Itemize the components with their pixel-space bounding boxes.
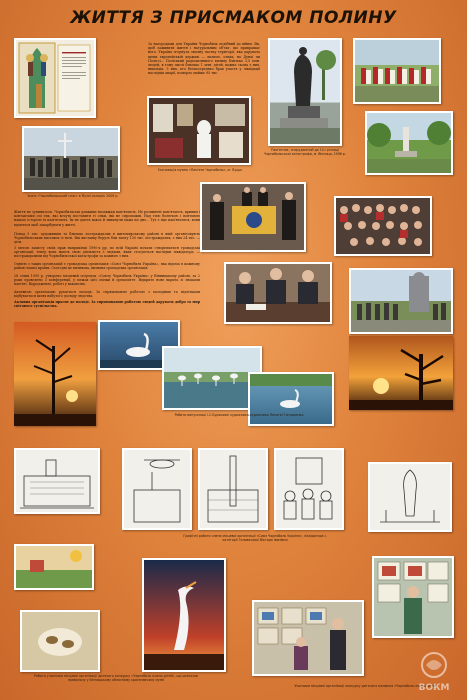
photo-memorial-gathering (349, 268, 453, 334)
drawing-1 (14, 448, 100, 514)
paragraph-top-right: За нагородами для України Чорнобиль подібний до війни. Як, щоб заживити життя і натуральним об'єкт, що прикрашає його. Україна згорнула значну частку території, яка дарувала щепи європейській державі — назвою, ознак, на Дунаї чи Поліссі... Поліський радіоактивного впливу близько 3,5 млн. людей, в тому числі близько 1 млн. дітей, кожна сьома з них, інвалідів. З них, хто безпосередньо брав участь у ліквідації наслідків аварії, померло майже 95 тис. (148, 42, 260, 76)
drawing-3 (198, 448, 268, 530)
photo-meeting (224, 262, 332, 324)
logo-watermark (412, 650, 456, 693)
paragraph-middle-2: Понад 5 тис. художників та близько постраждалих в житомирському районі в якій організовують Чорнобильських виставок із ночі. Які виставку беруть бли змогу 130 тис. постраждалих, з них 24 тис. — діти. (14, 232, 200, 245)
storks-illustration (164, 348, 260, 408)
logo-text: ВОКМ (418, 683, 450, 693)
photo-museum-exhibit (147, 96, 251, 165)
paragraph-middle-3: З метою захисту своїх прав наприкінці 1990-х рр. по всій Україні почали створюватися громадські організації, тепер вона мають свою діяльність з людьми, яких стосуються наслідки ліквідатора, — постраждалими від Чорнобильської катастрофи за кожною з них. (14, 246, 200, 259)
child-painting-2 (20, 610, 100, 672)
exhibition-caption: Учасники місцевої організації конкурсу дитячого малюнка «Чорнобиль очима дітей» (294, 684, 438, 688)
child-painting-birds (22, 612, 98, 670)
sunset-tree-silhouette (349, 336, 453, 410)
park-illustration (367, 113, 451, 173)
drawing-4 (274, 448, 344, 530)
poster-title: ЖИТТЯ З ПРИСМАКОМ ПОЛИНУ (70, 8, 397, 28)
sketch-chimney (200, 450, 266, 528)
sketch-helicopter (124, 450, 190, 528)
sketch-workers (276, 450, 342, 528)
sketch-reactor (16, 450, 98, 512)
photo-crowd (334, 196, 432, 256)
paintings-caption: Роботи випускниці І.С.Бурякової художника-художника Пелагеї Гончаренко (174, 413, 304, 417)
exhibition-room-illustration (374, 558, 452, 636)
exhibition-illustration (254, 602, 362, 674)
monument-illustration (270, 40, 340, 144)
exhibit-caption: Експозиція музею «Пам'яти Чорнобиль», м. Луцьк (157, 168, 243, 172)
photo-banner-group (200, 182, 306, 252)
sketch-monument (370, 464, 450, 530)
meeting-illustration (226, 264, 330, 322)
logo-swirl-icon (412, 650, 456, 680)
photo-exhibition-1 (252, 600, 364, 676)
paragraph-middle-4: Однією з таких організацій є громадська організація «Союз Чорнобиль Україна», яка відома в кожному районі нашої країни. Сьогодні це впливова, визнана громадська організація. (14, 262, 200, 271)
photo-sunset-tree-right (349, 336, 453, 410)
photo-monument (268, 38, 342, 146)
child-painting-1 (14, 544, 94, 590)
photo-exhibition-2 (372, 556, 454, 638)
photo-sunset-tree-left (14, 322, 96, 426)
children-caption: Роботи учасників місцевої організації дитячого конкурсу «Чорнобиль очима дітей», що розпочав правильну у Вінницькому обласному краєзнавчому музеї (34, 674, 198, 682)
gathering-illustration (351, 270, 451, 332)
child-painting-landscape (16, 546, 92, 588)
paragraph-middle-5: 28 січня 1995 р. утворено місцевий осередок «Союзу Чорнобиль Україна» у Вінницькому районі, за 2 роки проведено 3 конференції, у межах цієї спілки й оргкомітет. Відкрито нове вкрита зі знаками пам'яті. Відродженні, роботі у вакансіях. (14, 274, 200, 287)
drawing-5 (368, 462, 452, 532)
monument-caption: Пам'ятник, споруджений до 10-ї річниці Чорнобильської катастрофи, м. Вінниця, 1996 р. (264, 148, 346, 156)
dance-illustration (355, 40, 439, 102)
photo-dance-group (353, 38, 441, 104)
photo-procession (22, 126, 120, 192)
photo-icon-spas (14, 38, 96, 118)
icon-caption: Ікона «Чорнобильський спас» в Музеї-ньюсрік 2006 р. (27, 194, 119, 198)
icon-painting-illustration (16, 40, 94, 116)
photo-storks-marsh (162, 346, 262, 410)
paragraph-middle-1: Життя не зупинилось. Чорнобильські довжини назавжди пам'ятають. Не розпинені пам'ятають, кривим і контактами очі тих, які хочуть поставити ті очки, які не спроможні. Над тією болючою і понтовою нашою історією їх пам'ятають. Їм не дають вакса й зникнули мама на дно... Тут є іще пам'ятатися, вони вдаються щоб закарбувати у житті. (14, 210, 200, 227)
banner-illustration (202, 184, 304, 250)
museum-illustration (149, 98, 249, 163)
drawing-2 (122, 448, 192, 530)
tree-silhouette (14, 322, 96, 426)
paragraph-bold-line: Активна організація прагне до молоді. За спрямованою роботою людей дарувати добро та мир світового суспільства. (14, 300, 200, 309)
child-painting-stork (144, 560, 224, 670)
crowd-illustration (336, 198, 430, 254)
procession-illustration (24, 128, 118, 190)
child-painting-3 (142, 558, 226, 672)
photo-swan-river (248, 372, 334, 426)
graphics-caption: Графічні роботи члена місцевої організації «Союз Чорнобиль Україна», ліквідатора І-категорії Головачової Віктори Іванівни (183, 534, 327, 542)
photo-memorial-park (365, 111, 453, 175)
paragraph-middle-6: Активною організацію рухається молодь. За спрямованою роботою з молодими та підлітками відбувається шлях набутого досвіду людства. (14, 290, 200, 299)
